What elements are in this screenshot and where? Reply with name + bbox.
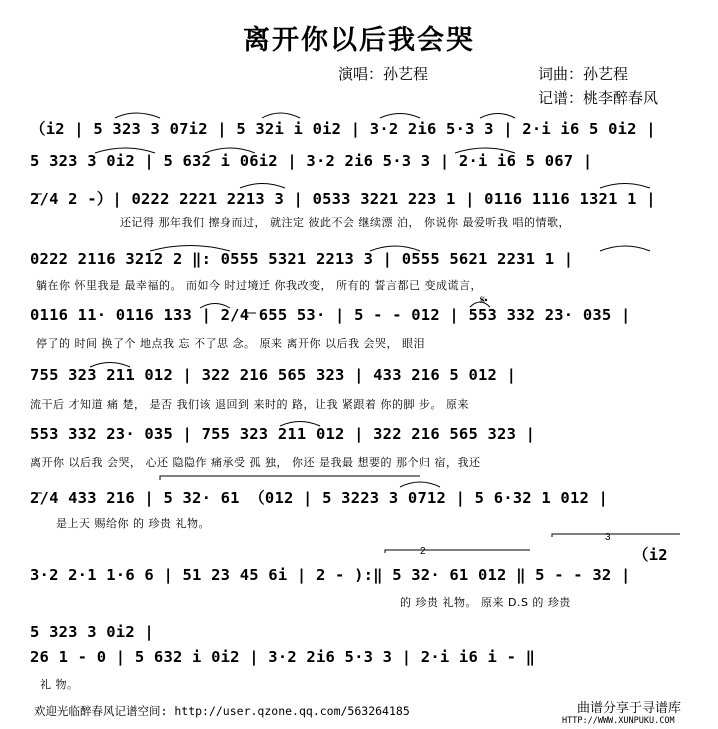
lyric-row-6: 是上天 赐给你 的 珍贵 礼物。 [56,517,210,530]
notation-row-3: 2/4 2 -）| 0222 2221 2213 3 | 0533 3221 223 1 | 0116 1116 1321 1 | [30,190,656,208]
volta-1-number: 2 [420,546,426,557]
share-url: HTTP://WWW.XUNPUKU.COM [562,716,675,726]
notation-row-8: 2/4 433 216 | 5 32· 61 （012 | 5 3223 3 0712 | 5 6·32 1 012 | [30,489,609,507]
volta-2-number: 3 [605,532,611,543]
notation-row-11: 26 1 - 0 | 5 632 i 0i2 | 3·2 2i6 5·3 3 | 2·i i6 i - ‖ [30,648,536,666]
notation-row-4: 0222 2116 3212 2 ‖: 0555 5321 2213 3 | 0555 5621 2231 1 | [30,250,574,268]
lyric-row-1: 还记得 那年我们 擦身而过， 就注定 彼此不会 继续漂 泊， 你说你 最爱听我 唱的情歌， [120,216,570,229]
notation-row-2: 5 323 3 0i2 | 5 632 i 06i2 | 3·2 2i6 5·3 3 | 2·i i6 5 067 | [30,152,593,170]
welcome-footer: 欢迎光临醉春风记谱空间: http://user.qzone.qq.com/563264185 [34,704,410,718]
notation-row-10: 5 323 3 0i2 | [30,623,154,641]
share-credit: 曲谱分享于寻谱库 [577,701,682,716]
lyric-row-4: 流干后 才知道 痛 楚， 是否 我们该 退回到 来时的 路，让我 紧跟着 你的脚 步。 原来 [30,398,469,411]
notation-row-5: 0116 11· 0116 133 | 2/4 655 53· | 5 - - 012 | 553 332 23· 035 | [30,306,631,324]
lyric-row-5: 离开你 以后我 会哭， 心还 隐隐作 痛承受 孤 独， 你还 是我最 想要的 那个归 宿，我还 [30,456,481,469]
lyric-row-2: 躺在你 怀里我是 最幸福的。 而如今 时过境迁 你我改变， 所有的 誓言都已 变成谎言， [36,279,482,292]
notation-row-6: 755 323 211 012 | 322 216 565 323 | 433 216 5 012 | [30,366,517,384]
lyric-row-3: 停了的 时间 换了个 地点我 忘 不了思 念。 原来 离开你 以后我 会哭， 眼泪 [36,337,425,350]
lyric-row-7: 的 珍贵 礼物。 原来 D.S 的 珍贵 [400,596,571,609]
svg-text:𝄋: 𝄋 [480,293,486,307]
notation-row-7: 553 332 23· 035 | 755 323 211 012 | 322 216 565 323 | [30,425,536,443]
notation-row-1: （i2 | 5 323 3 07i2 | 5 32i i 0i2 | 3·2 2i6 5·3 3 | 2·i i6 5 0i2 | [30,120,656,138]
notation-row-9: 3·2 2·1 1·6 6 | 51 23 45 6i | 2 - ):‖ 5 32· 61 012 ‖ 5 - - 32 | [30,566,631,584]
notation-open-paren: （i2 [633,546,668,564]
lyric-row-8: 礼 物。 [40,678,79,691]
song-title: 离开你以后我会哭 [243,25,475,56]
transcriber-credit: 记谱：桃李醉春风 [538,89,659,107]
singer-credit: 演唱：孙艺程 [338,65,429,83]
composer-credit: 词曲：孙艺程 [538,65,629,83]
